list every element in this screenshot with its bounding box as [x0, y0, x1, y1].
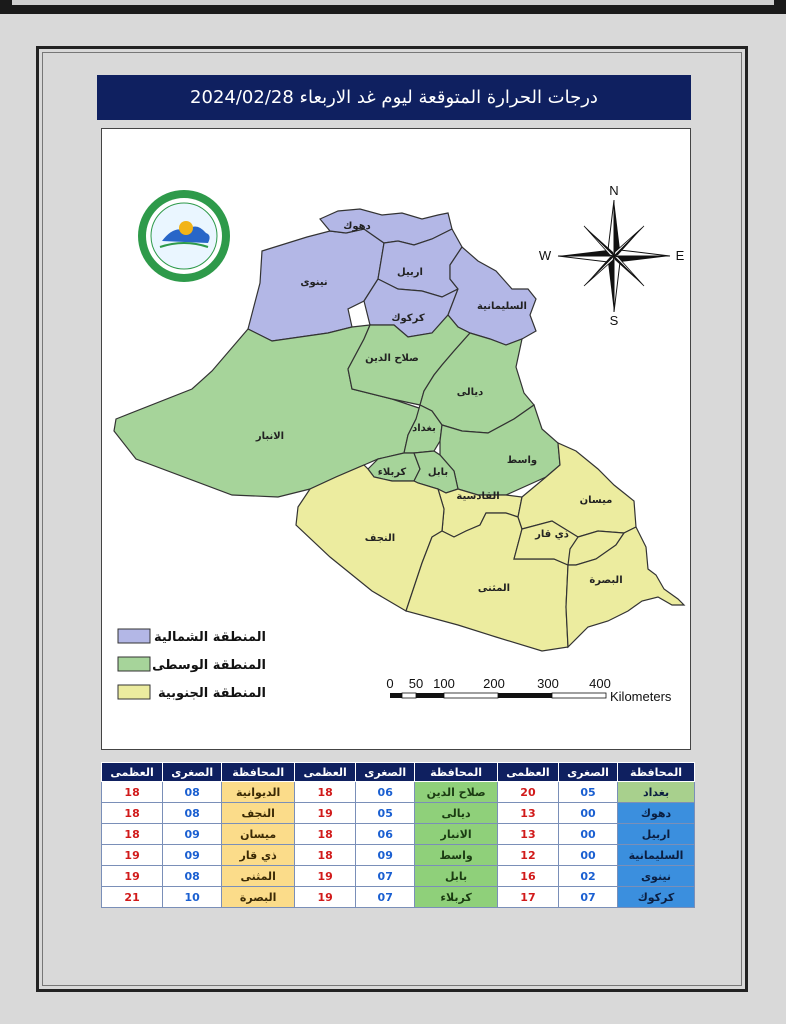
col-header: العظمى [497, 763, 558, 782]
governorate-cell: الديوانية [222, 782, 295, 803]
max-temp-cell: 18 [102, 803, 163, 824]
governorate-cell: ذي قار [222, 845, 295, 866]
col-header: المحافظة [618, 763, 695, 782]
max-temp-cell: 18 [102, 782, 163, 803]
label-wasit: واسط [506, 455, 538, 466]
min-temp-cell: 06 [356, 824, 415, 845]
max-temp-cell: 20 [497, 782, 558, 803]
legend-label-central: المنطقة الوسطى [152, 658, 266, 673]
min-temp-cell: 06 [356, 782, 415, 803]
label-anbar: الانبار [255, 431, 285, 442]
min-temp-cell: 08 [163, 866, 222, 887]
label-diyala: ديالى [456, 387, 484, 398]
min-temp-cell: 09 [356, 845, 415, 866]
table-row [102, 824, 695, 845]
table-row [102, 866, 695, 887]
compass-w: W [538, 248, 552, 263]
label-ninawa: نينوى [300, 277, 328, 288]
max-temp-cell: 18 [295, 845, 356, 866]
governorate-cell: صلاح الدين [415, 782, 498, 803]
col-header: المحافظة [415, 763, 498, 782]
min-temp-cell: 02 [559, 866, 618, 887]
scale-tick: 200 [483, 676, 505, 691]
col-header: الصغرى [559, 763, 618, 782]
label-najaf: النجف [364, 533, 396, 544]
scale-tick: 300 [537, 676, 559, 691]
page-title: درجات الحرارة المتوقعة ليوم غد الاربعاء 2024/02/28 [97, 75, 691, 120]
legend-label-south: المنطقة الجنوبية [157, 686, 266, 701]
label-duhok: دهوك [343, 221, 371, 232]
label-qadisiyah: القادسية [456, 491, 500, 502]
max-temp-cell: 21 [102, 887, 163, 908]
label-maysan: ميسان [579, 495, 613, 506]
max-temp-cell: 13 [497, 824, 558, 845]
col-header: الصغرى [356, 763, 415, 782]
governorate-cell: النجف [222, 803, 295, 824]
logo-icon [138, 190, 230, 282]
label-dhiqar: ذي قار [535, 529, 569, 540]
iraq-map [102, 129, 692, 751]
governorate-cell: كركوك [618, 887, 695, 908]
scale-bar [386, 676, 672, 704]
legend-swatch-south [118, 685, 150, 699]
compass-e: E [675, 248, 685, 263]
label-muthanna: المثنى [477, 583, 511, 594]
min-temp-cell: 00 [559, 845, 618, 866]
governorate-cell: كربلاء [415, 887, 498, 908]
min-temp-cell: 05 [559, 782, 618, 803]
max-temp-cell: 13 [497, 803, 558, 824]
central-region [114, 315, 560, 497]
governorate-cell: ميسان [222, 824, 295, 845]
label-salahaddin: صلاح الدين [365, 353, 419, 364]
governorate-cell: بابل [415, 866, 498, 887]
governorate-cell: ديالى [415, 803, 498, 824]
legend [118, 629, 266, 701]
min-temp-cell: 05 [356, 803, 415, 824]
min-temp-cell: 09 [163, 824, 222, 845]
table-row [102, 803, 695, 824]
label-babil: بابل [427, 467, 449, 478]
scale-tick: 50 [408, 676, 424, 691]
compass-s: S [609, 313, 619, 328]
max-temp-cell: 19 [102, 866, 163, 887]
col-header: المحافظة [222, 763, 295, 782]
temperature-table [101, 762, 695, 908]
scale-tick: 100 [433, 676, 455, 691]
table-row [102, 887, 695, 908]
table-header-row [102, 763, 695, 782]
min-temp-cell: 07 [356, 866, 415, 887]
min-temp-cell: 08 [163, 782, 222, 803]
top-bar [0, 0, 786, 14]
min-temp-cell: 00 [559, 824, 618, 845]
label-karbala: كربلاء [377, 467, 407, 478]
governorate-cell: الانبار [415, 824, 498, 845]
map-panel [101, 128, 691, 750]
label-kirkuk: كركوك [391, 313, 425, 324]
governorate-cell: السليمانية [618, 845, 695, 866]
label-erbil: اربيل [397, 267, 423, 278]
max-temp-cell: 19 [295, 803, 356, 824]
governorate-cell: البصرة [222, 887, 295, 908]
governorate-cell: دهوك [618, 803, 695, 824]
max-temp-cell: 19 [295, 866, 356, 887]
governorate-cell: نينوى [618, 866, 695, 887]
label-sulaymaniyah: السليمانية [477, 301, 527, 312]
scale-unit: Kilometers [610, 689, 672, 704]
max-temp-cell: 18 [102, 824, 163, 845]
col-header: العظمى [102, 763, 163, 782]
compass-n: N [609, 183, 619, 198]
legend-label-north: المنطقة الشمالية [153, 630, 266, 645]
max-temp-cell: 16 [497, 866, 558, 887]
min-temp-cell: 09 [163, 845, 222, 866]
max-temp-cell: 12 [497, 845, 558, 866]
table-row [102, 782, 695, 803]
min-temp-cell: 10 [163, 887, 222, 908]
legend-swatch-central [118, 657, 150, 671]
min-temp-cell: 07 [356, 887, 415, 908]
governorate-cell: واسط [415, 845, 498, 866]
governorate-cell: بغداد [618, 782, 695, 803]
min-temp-cell: 00 [559, 803, 618, 824]
max-temp-cell: 17 [497, 887, 558, 908]
max-temp-cell: 19 [102, 845, 163, 866]
scale-tick: 400 [589, 676, 611, 691]
col-header: العظمى [295, 763, 356, 782]
governorate-cell: اربيل [618, 824, 695, 845]
governorate-cell: المثنى [222, 866, 295, 887]
label-baghdad: بغداد [412, 423, 436, 434]
min-temp-cell: 07 [559, 887, 618, 908]
legend-swatch-north [118, 629, 150, 643]
max-temp-cell: 18 [295, 824, 356, 845]
compass-rose-icon [558, 200, 670, 312]
max-temp-cell: 19 [295, 887, 356, 908]
min-temp-cell: 08 [163, 803, 222, 824]
col-header: الصغرى [163, 763, 222, 782]
scale-tick: 0 [386, 676, 394, 691]
max-temp-cell: 18 [295, 782, 356, 803]
label-basra: البصرة [589, 575, 623, 586]
table-row [102, 845, 695, 866]
